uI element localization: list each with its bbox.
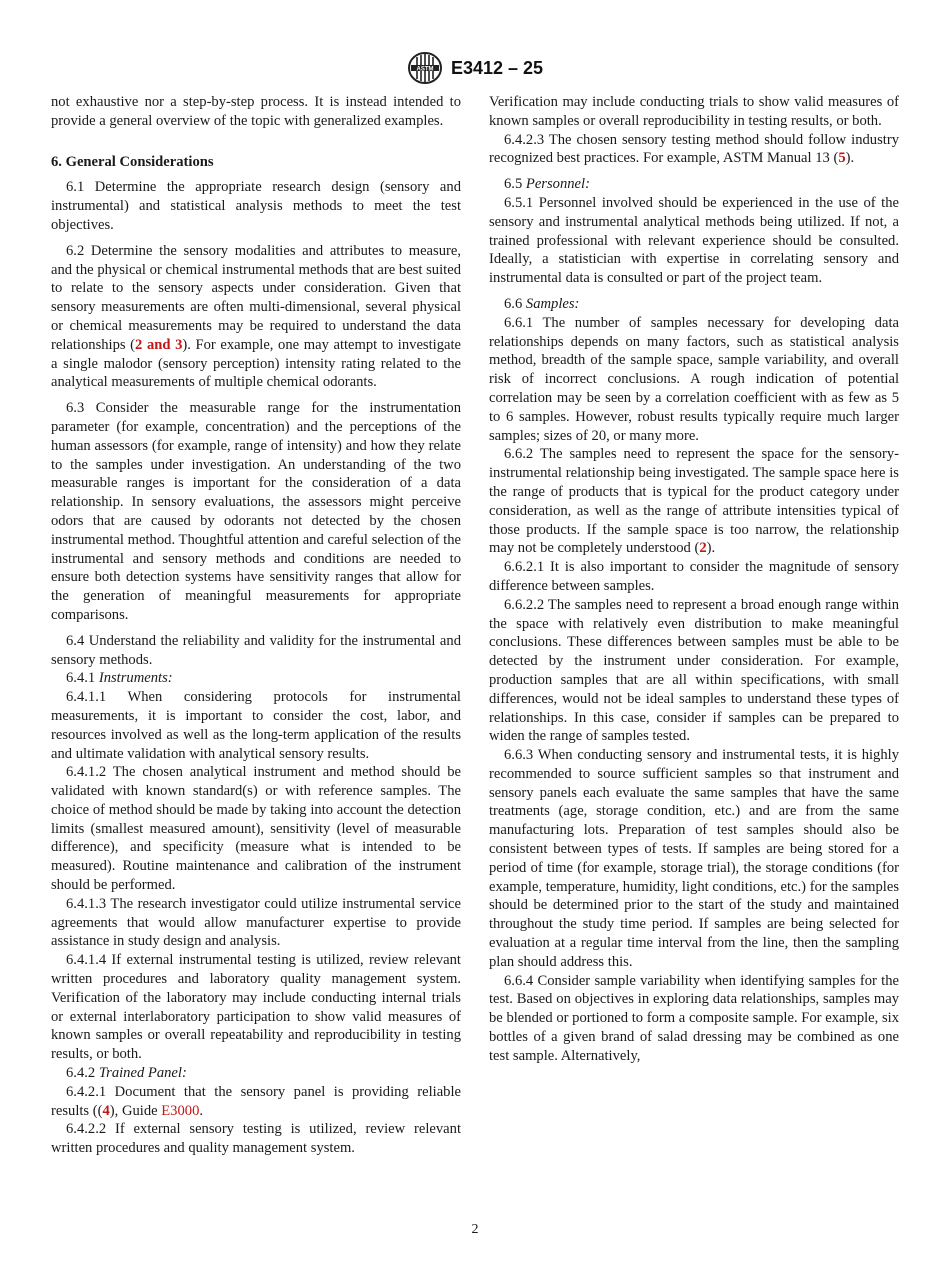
paragraph-6-2: 6.2 Determine the sensory modalities and attributes to measure, and the physical or chemical instrumental methods that are best suited to relate to the sensory aspects under consideration. Given that sensory measurements are often multi-dimensional, several physical or chemical measurements may be required to understand the data relationships (2 and 3). For example, one may attempt to investigate a single malodor (sensory perception) intensity rating related to the analytical measurements of multiple chemical odorants. (51, 242, 462, 391)
reference-link[interactable]: 4 (102, 1102, 110, 1119)
paragraph-6-4-2-1: 6.4.2.1 Document that the sensory panel is providing reliable results ((4), Guide E3000. (51, 1083, 461, 1119)
paragraph-6-6-4: 6.6.4 Consider sample variability when identifying samples for the test. Based on objectives in exploring data relationships, samples may be blended or portioned to form a composite sample. For example, six bottles of a given brand of salad dressing may be combined as one test sample. Alternatively, (489, 972, 899, 1064)
paragraph-6-4-1-3: 6.4.1.3 The research investigator could utilize instrumental service agreements that would allow manufacturer expertise to provide assistance in study design and analysis. (51, 895, 461, 950)
right-column (489, 93, 899, 1066)
paragraph-6-4-1-1: 6.4.1.1 When considering protocols for instrumental measurements, it is important to consider the cost, labor, and resources involved as well as the long-term application of the results and ultimate validation with analytical sensory results. (51, 689, 461, 762)
section-heading: 6. General Considerations (51, 153, 214, 170)
paragraph-6-5: 6.5 Personnel: (504, 176, 590, 193)
paragraph-6-6-1: 6.6.1 The number of samples necessary for developing data relationships depends on many factors, such as statistical analysis method, breadth of the sample space, sample variability, and overall risk of incorrect conclusions. A rough indication of potential correlation may be seen by a correlation coefficient with as few as 5 to 6 samples. However, robust results typically require much larger samples; sizes of 20, or many more. (489, 314, 899, 444)
reference-link[interactable]: 2 and 3 (135, 336, 183, 353)
paragraph-6-4-2: 6.4.2 Trained Panel: (66, 1065, 187, 1082)
reference-link[interactable]: 2 (699, 540, 707, 557)
svg-text:ASTM: ASTM (416, 66, 434, 73)
page-number: 2 (471, 1222, 479, 1237)
paragraph-6-4-2-2: 6.4.2.2 If external sensory testing is utilized, review relevant written procedures and quality management system. (51, 1121, 461, 1157)
paragraph-6-1: 6.1 Determine the appropriate research design (sensory and instrumental) and statistical analysis methods to meet the test objectives. (51, 179, 461, 233)
paragraph-6-4: 6.4 Understand the reliability and validity for the instrumental and sensory methods. (51, 632, 461, 668)
reference-link[interactable]: 5 (838, 150, 846, 167)
left-column (51, 93, 461, 1158)
paragraph-6-6-3: 6.6.3 When conducting sensory and instrumental tests, it is highly recommended to source sufficient samples so that instrument and sensory panels each evaluate the same samples that have the same treatments (age, storage condition, etc.) and are from the same manufacturing lots. Preparation of test samples should also be consistent between types of tests. If samples are being stored for a period of time (for example, storage trial), the storage conditions (for example, temperature, humidity, light conditions, etc.) for the samples should be determined prior to the start of the study and maintained throughout the study time period. If samples are being selected for evaluation at a regular time interval from the line, then the sampling plan should address this. (489, 747, 899, 970)
paragraph-6-5-1: 6.5.1 Personnel involved should be experienced in the use of the sensory and instrumental analytical methods being utilized. If not, a trained professional with relevant experience should be consulted. Ideally, a statistician with expertise in correlating sensory and instrumental data is consulted or part of the project team. (489, 194, 899, 287)
paragraph-continued: Verification may include conducting trials to show valid measures of known samples or overall reproducibility in testing results, or both. (489, 94, 899, 129)
paragraph-6-4-2-3: 6.4.2.3 The chosen sensory testing method should follow industry recognized best practices. For example, ASTM Manual 13 (5). (489, 131, 899, 167)
standard-link[interactable]: E3000 (161, 1102, 200, 1119)
paragraph-6-6-2-1: 6.6.2.1 It is also important to consider the magnitude of sensory difference between samples. (489, 559, 899, 594)
paragraph-6-6: 6.6 Samples: (504, 295, 580, 312)
document-designation: E3412 – 25 (450, 57, 544, 78)
page-header (0, 50, 950, 86)
paragraph-intro: not exhaustive nor a step-by-step process. It is instead intended to provide a general overview of the topic with generalized examples. (51, 94, 461, 129)
astm-logo-icon (407, 51, 443, 85)
paragraph-6-3: 6.3 Consider the measurable range for the instrumentation parameter (for example, concentration) and the perceptions of the human assessors (for example, range of intensity) and how they relate to the samples under investigation. An understanding of the two measurable ranges is important for the consideration of a data relationship. In sensory evaluations, the assessors might perceive odors that are caused by odorants not detected by the chosen instrumental method. Thoughtful attention and careful selection of the instrumental and sensory methods and conditions are needed to ensure both detection systems have sensitivity ranges that allow for the generation of meaningful measurements for appropriate comparisons. (51, 400, 461, 623)
paragraph-6-6-2-2: 6.6.2.2 The samples need to represent a broad enough range within the space with relatively even distribution to make meaningful conclusions. These differences between samples must be able to be detected by the instrument under consideration. For example, production samples that are all within specifications, with small differences, would not be ideal samples to understand these types of relationships. In this case, consider if samples can be prepared to widen the range of samples tested. (489, 596, 899, 745)
paragraph-6-6-2: 6.6.2 The samples need to represent the space for the sensory-instrumental relationship being investigated. The sample space here is the range of products that is typical for the product category under consideration, as well as the range of attribute intensities typical of those products. If the sample space is too narrow, the relationship may not be completely understood (2). (489, 446, 899, 557)
paragraph-6-4-1: 6.4.1 Instruments: (66, 670, 173, 687)
paragraph-6-4-1-2: 6.4.1.2 The chosen analytical instrument and method should be validated with known standard(s) or with reference samples. The choice of method should be made by taking into account the detection limits (smallest measured amount), sensitivity (level of measurable difference), and specificity (measure what is intended to be measured). Routine maintenance and calibration of the instrument should be performed. (51, 764, 461, 894)
paragraph-6-4-1-4: 6.4.1.4 If external instrumental testing is utilized, review relevant written procedures and laboratory quality management system. Verification of the laboratory may include conducting internal trials or external interlaboratory participation to show valid measures of known samples or overall repeatability and reproducibility in testing results, or both. (51, 952, 461, 1063)
